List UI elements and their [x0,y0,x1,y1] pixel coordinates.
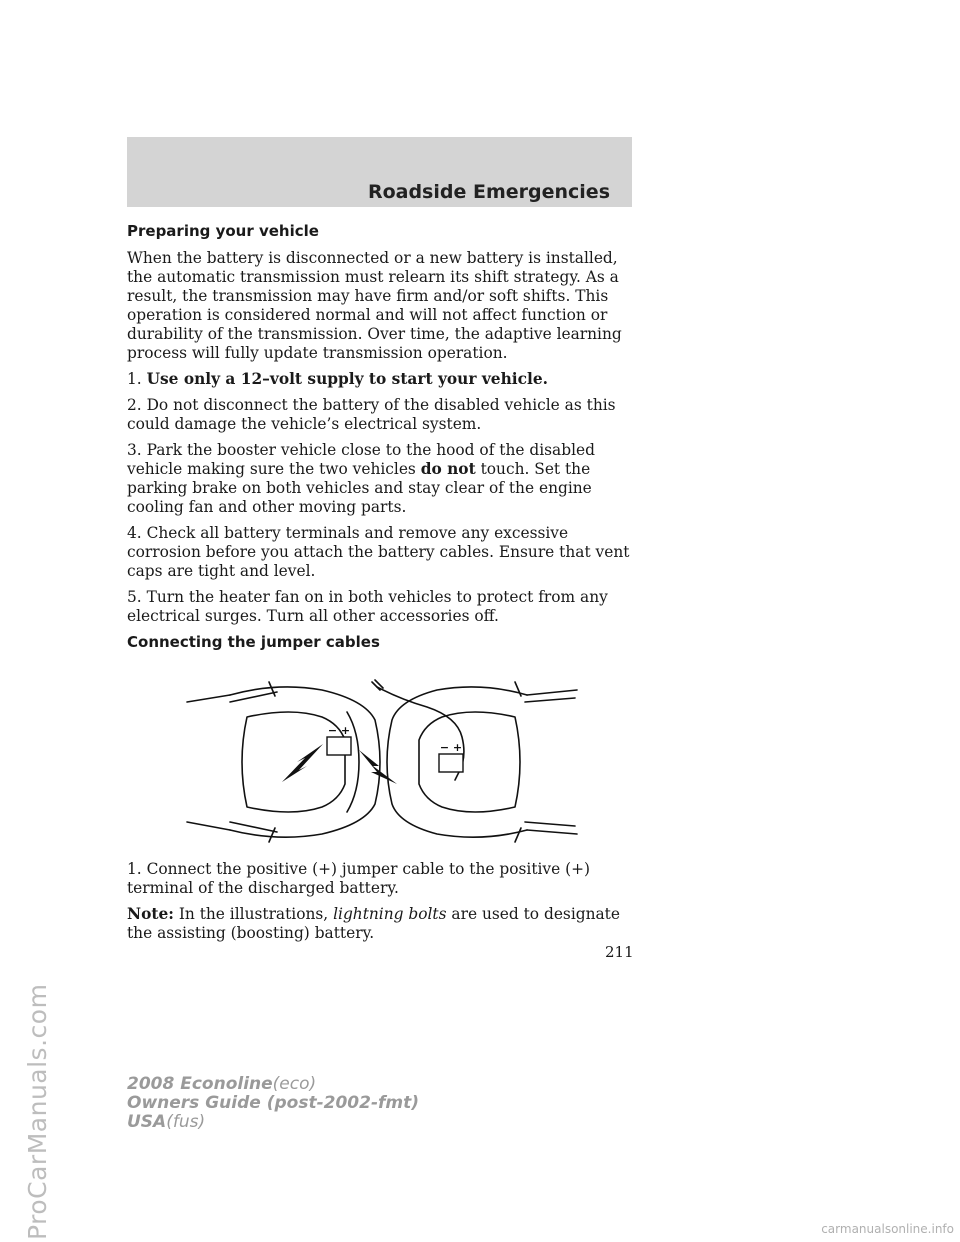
right-vehicle-windshield [419,712,520,812]
note-emphasis: lightning bolts [333,905,447,923]
lightning-bolt-icon [359,750,397,784]
step-1-text: Use only a 12–volt supply to start your vehicle. [146,370,548,388]
footer-guide: Owners Guide (post-2002-fmt) [127,1093,420,1113]
note-text-pre: In the illustrations, [178,905,329,923]
heading-connecting: Connecting the jumper cables [127,633,380,651]
page-content [127,222,632,950]
footer-line-2 [127,1094,419,1113]
footer-line-3 [127,1113,419,1132]
footer [127,1075,419,1132]
step-1-number: 1. [127,370,142,388]
step-3-emphasis: do not [420,460,476,478]
left-battery [327,724,351,755]
side-watermark: ProCarManuals.com [23,983,52,1240]
note [127,905,632,943]
step-3-text-pre: 3. Park the booster vehicle close to the hood of the disabled vehicle making sure the two vehicles [127,441,595,478]
footer-market: USA [127,1112,167,1132]
step-2: 2. Do not disconnect the battery of the disabled vehicle as this could damage the vehicle’s electrical system. [127,396,616,433]
step-4: 4. Check all battery terminals and remove any excessive corrosion before you attach the battery cables. Ensure that vent caps are tight and level. [127,524,630,580]
header-band [127,137,632,207]
page-number: 211 [605,943,634,961]
jumper-cable-illustration [127,662,632,852]
right-battery-label: − + [439,741,463,754]
bottom-watermark: carmanualsonline.info [821,1222,954,1236]
footer-market-code: (fus) [166,1112,206,1132]
paragraph-intro: When the battery is disconnected or a new battery is installed, the automatic transmission must relearn its shift strategy. As a result, the transmission may have firm and/or soft shifts. This operation is considered normal and will not affect function or durability of the transmission. Over time, the adaptive learning process will fully update transmission operation. [127,249,622,362]
connect-step-1: 1. Connect the positive (+) jumper cable to the positive (+) terminal of the discharged battery. [127,860,591,897]
footer-line-1 [127,1075,419,1094]
step-3 [127,441,632,517]
left-battery-label: − + [327,724,351,737]
right-battery [439,741,463,772]
two-vehicles-diagram [127,662,632,852]
note-text-post: are used to designate the assisting (boosting) battery. [127,905,620,942]
footer-model-code: (eco) [272,1074,317,1094]
footer-model: 2008 Econoline [127,1074,273,1094]
lightning-bolt-icon [282,744,323,782]
section-title: Roadside Emergencies [367,181,610,203]
heading-preparing: Preparing your vehicle [127,222,319,240]
step-1 [127,370,632,389]
note-label: Note: [127,905,174,923]
step-3-text-post: touch. Set the parking brake on both vehicles and stay clear of the engine cooling fan and other moving parts. [127,460,592,516]
step-5: 5. Turn the heater fan on in both vehicles to protect from any electrical surges. Turn all other accessories off. [127,588,608,625]
